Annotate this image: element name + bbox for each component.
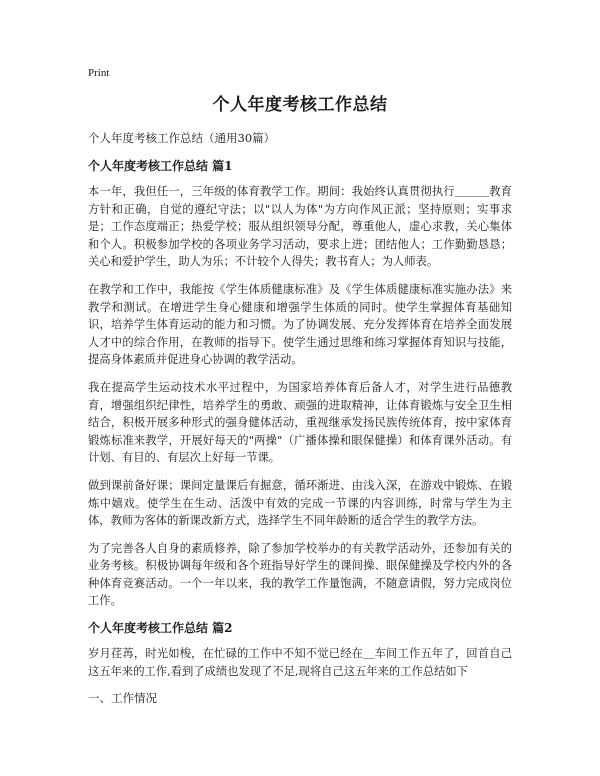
list-heading: 一、工作情况 — [88, 691, 157, 706]
section-1 — [88, 158, 512, 610]
document-title: 个人年度考核工作总结 — [212, 95, 388, 115]
section-2 — [88, 620, 512, 680]
paragraph: 做到课前备好课；课间定量课后有掘意，循环渐进、由浅入深，在游戏中锻炼、在锻炼中嬉戏。使学生在生动、活泼中有效的完成一节课的内容训练，时常与学生为主体，教师为客体的新课改新方式，选择学生不同年龄断的适合学生的教学方法。 — [88, 478, 512, 528]
paragraph: 本一年，我但任一，三年级的体育教学工作。期间：我始终认真贯彻执行＿＿＿教育方针和正确，自觉的遵纪守法；以"以人为体"为方向作风正派；坚持原则；实事求是；工作态度端正；热爱学校；服从组织领导分配，尊重他人，虚心求教，关心集体和个人。积极参加学校的各项业务学习活动，要求上进；团结他人；工作勤勤恳恳；关心和爱护学生，助人为乐；不计较个人得失；教书育人；为人师表。 — [88, 185, 512, 269]
section-heading: 个人年度考核工作总结 篇1 — [88, 159, 233, 173]
paragraph: 在教学和工作中，我能按《学生体质健康标准》及《学生体质健康标准实施办法》来教学和测试。在增进学生身心健康和增强学生体质的同时。使学生掌握体育基础知识，培养学生体育运动的能力和习惯。为了协调发展、充分发挥体育在培养全面发展人才中的综合作用，在教师的指导下。使学生通过思维和练习掌握体育知识与技能，提高身体素质并促进身心协调的教学活动。 — [88, 282, 512, 367]
document-page — [88, 66, 512, 706]
print-label: Print — [88, 67, 110, 79]
paragraph: 岁月荏苒，时光如梭，在忙碌的工作中不知不觉已经在＿车间工作五年了，回首自己这五年来的工作,看到了成绩也发现了不足,现将自己这五年来的工作总结如下 — [88, 647, 512, 678]
paragraph: 为了完善各人自身的素质修养，除了参加学校举办的有关教学活动外，还参加有关的业务考核。积极协调每年级和各个班指导好学生的课间操、眼保健操及学校内外的各种体育竞赛活动。一个一年以来，我的教学工作量饱满，不随意请假，努力完成岗位工作。 — [88, 541, 512, 608]
section-heading: 个人年度考核工作总结 篇2 — [88, 621, 233, 636]
paragraph: 我在提高学生运动技术水平过程中，为国家培养体育后备人才，对学生进行品德教育，增强组织纪律性，培养学生的勇敢、顽强的进取精神，让体育锻炼与安全卫生相结合，积极开展多种形式的强身健体活动，重视继承发扬民族传统体育，按中家体育锻炼标准来教学，开展好每天的"两操"（广播体操和眼保健操）和体育课外活动。有计划、有目的、有层次上好每一节课。 — [88, 380, 512, 465]
document-subtitle: 个人年度考核工作总结（通用30篇） — [88, 131, 276, 145]
